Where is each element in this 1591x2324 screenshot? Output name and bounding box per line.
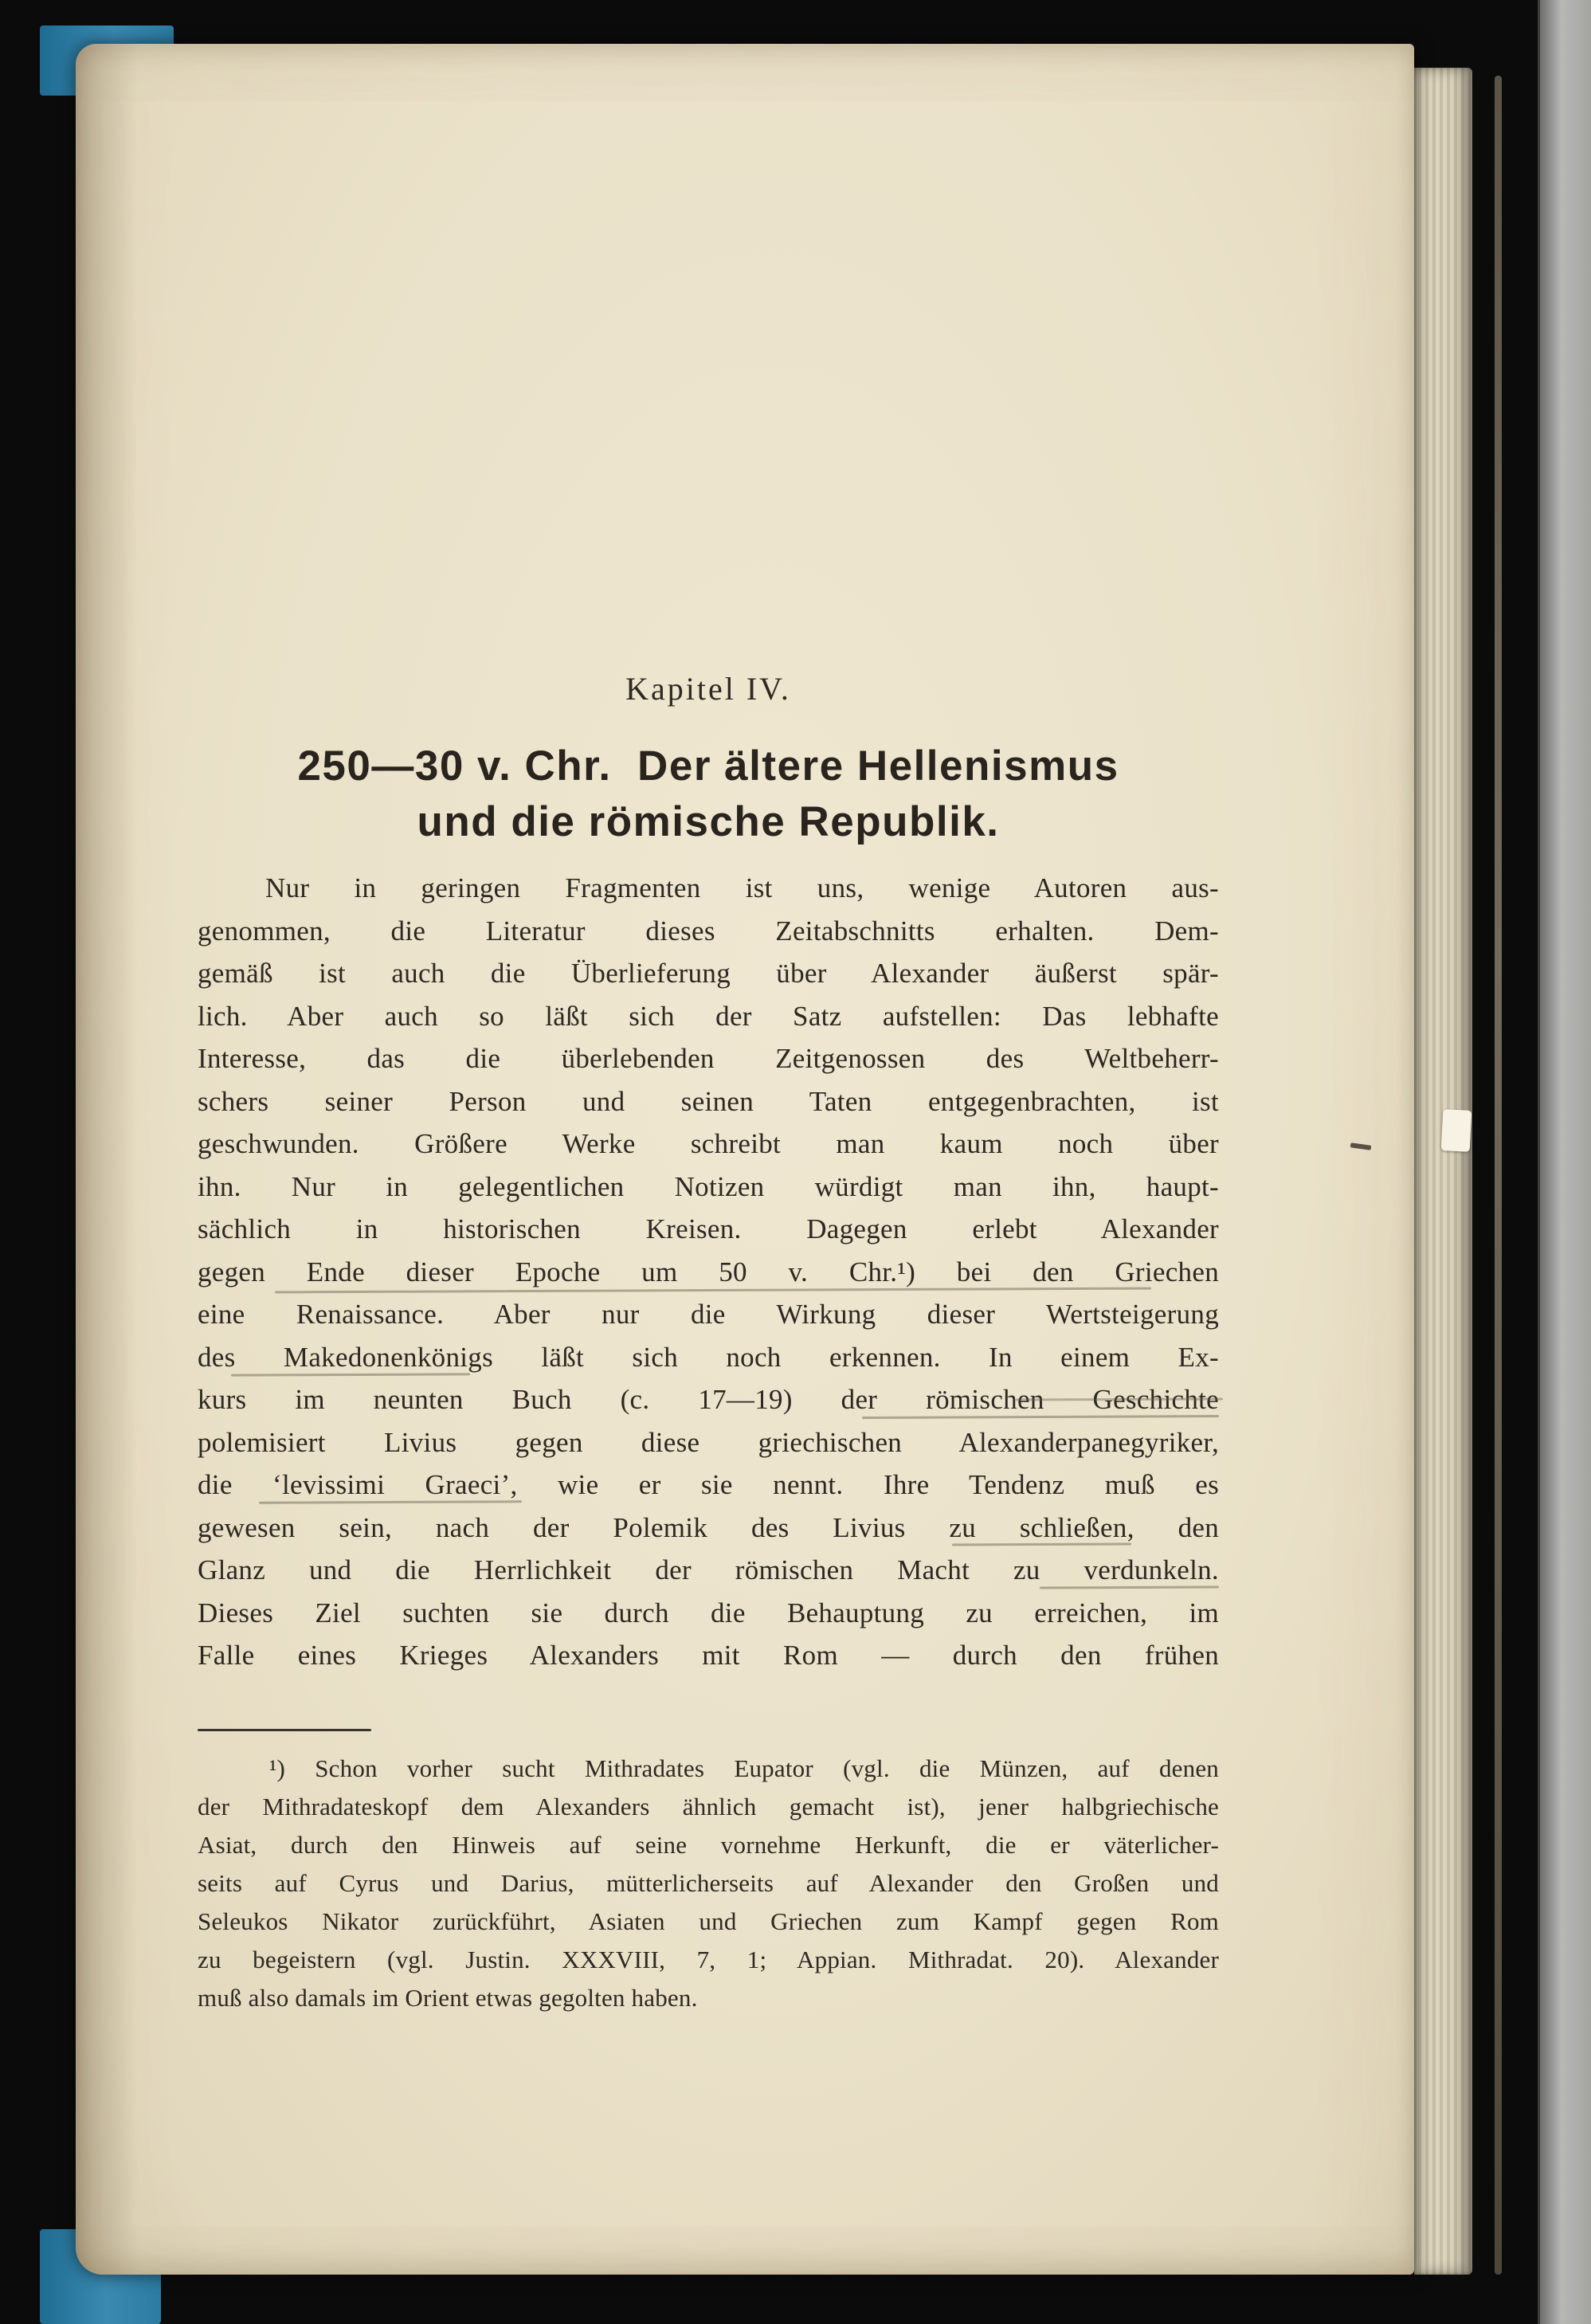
text-line: polemisiert Livius gegen diese griechischen Alexanderpanegyriker, <box>198 1426 1219 1458</box>
chapter-heading: Kapitel IV. <box>625 671 791 707</box>
text-line: geschwunden. Größere Werke schreibt man kaum noch über <box>198 1128 1219 1159</box>
chapter-title-line1: 250—30 v. Chr. Der ältere Hellenismus <box>297 743 1119 790</box>
text-line: Interesse, das die überlebenden Zeitgenossen des Weltbeherr- <box>198 1043 1219 1074</box>
text-line: eine Renaissance. Aber nur die Wirkung dieser Wertsteigerung <box>198 1299 1219 1330</box>
text-line: Glanz und die Herrlichkeit der römischen Macht zu verdunkeln. <box>198 1554 1219 1585</box>
text-line: muß also damals im Orient etwas gegolten haben. <box>198 1984 698 2012</box>
text-line: sächlich in historischen Kreisen. Dagegen erlebt Alexander <box>198 1213 1219 1244</box>
footnote-text <box>198 1750 1219 2017</box>
text-line: Dieses Ziel suchten sie durch die Behauptung zu erreichen, im <box>198 1597 1219 1628</box>
text-line: Asiat, durch den Hinweis auf seine vornehme Herkunft, die er väterlicher- <box>198 1831 1219 1859</box>
text-line: die ʻlevissimi Graeciʼ, wie er sie nennt. Ihre Tendenz muß es <box>198 1469 1219 1500</box>
footnote-rule <box>198 1729 371 1731</box>
cover-board-edge <box>1495 76 1502 2275</box>
text-line: genommen, die Literatur dieses Zeitabschnitts erhalten. Dem- <box>198 915 1219 946</box>
chapter-title <box>198 739 1219 850</box>
text-line: gemäß ist auch die Überlieferung über Alexander äußerst spär- <box>198 958 1219 989</box>
text-line: gewesen sein, nach der Polemik des Livius zu schließen, den <box>198 1511 1219 1543</box>
book-fore-edge-background <box>1538 0 1591 2324</box>
pencil-margin-dash <box>1350 1142 1372 1150</box>
text-line: seits auf Cyrus und Darius, mütterlicherseits auf Alexander den Großen und <box>198 1869 1219 1897</box>
text-line: der Mithradateskopf dem Alexanders ähnlich gemacht ist), jener halbgriechische <box>198 1793 1219 1820</box>
text-line: Falle eines Krieges Alexanders mit Rom — durch den frühen <box>198 1640 1219 1671</box>
text-line: schers seiner Person und seinen Taten entgegenbrachten, ist <box>198 1085 1219 1117</box>
text-line: ihn. Nur in gelegentlichen Notizen würdigt man ihn, haupt- <box>198 1170 1219 1202</box>
text-line: Nur in geringen Fragmenten ist uns, wenige Autoren aus- <box>265 872 1219 903</box>
stacked-page-edges <box>1414 68 1472 2275</box>
text-line: kurs im neunten Buch (c. 17—19) der römischen Geschichte <box>198 1384 1219 1415</box>
chapter-title-line2: und die römische Republik. <box>417 798 1000 845</box>
book-page <box>76 44 1414 2275</box>
text-line: des Makedonenkönigs läßt sich noch erkennen. In einem Ex- <box>198 1341 1219 1373</box>
text-line: gegen Ende dieser Epoche um 50 v. Chr.¹) bei den Griechen <box>198 1256 1219 1287</box>
paper-flaw-chip <box>1441 1109 1472 1152</box>
text-line: Seleukos Nikator zurückführt, Asiaten und Griechen zum Kampf gegen Rom <box>198 1907 1219 1935</box>
body-text <box>198 867 1219 1677</box>
text-line: ¹) Schon vorher sucht Mithradates Eupator (vgl. die Münzen, auf denen <box>269 1754 1219 1782</box>
text-line: zu begeistern (vgl. Justin. XXXVIII, 7, 1; Appian. Mithradat. 20). Alexander <box>198 1946 1219 1973</box>
text-line: lich. Aber auch so läßt sich der Satz aufstellen: Das lebhafte <box>198 1000 1219 1032</box>
